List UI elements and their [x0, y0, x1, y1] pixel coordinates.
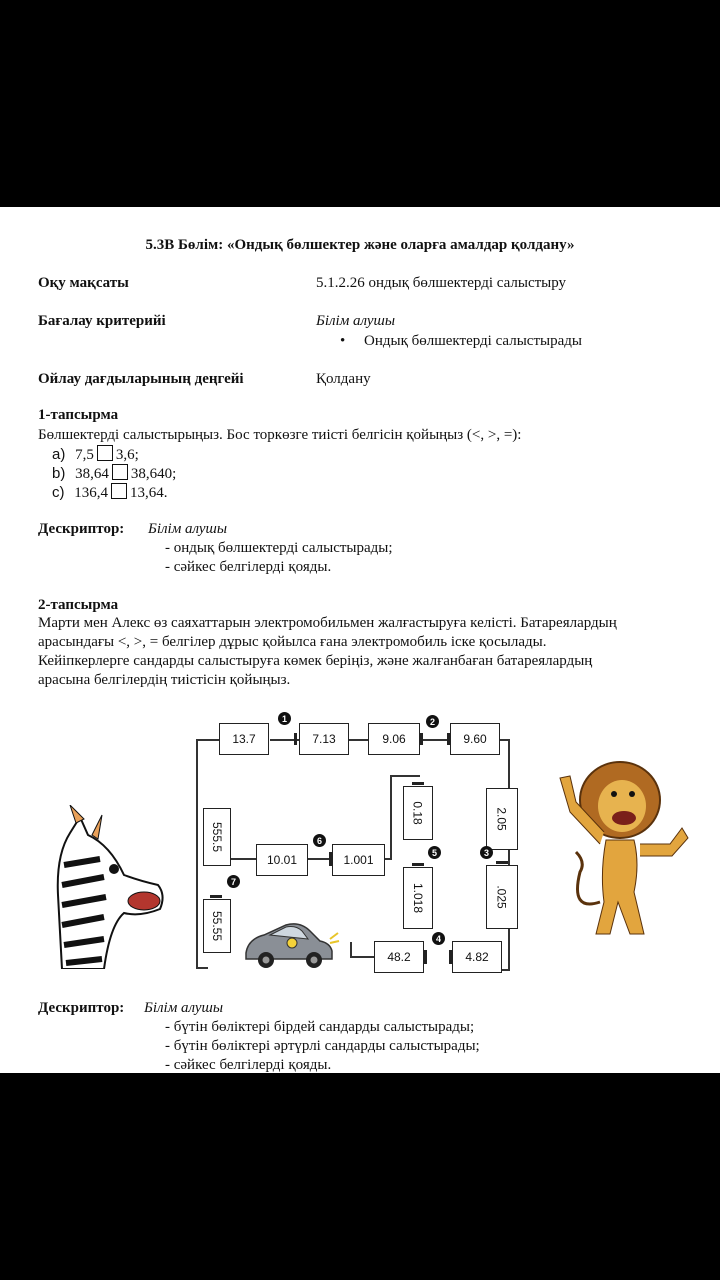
- task1-heading: 1-тапсырма: [38, 407, 119, 423]
- item-marker: a): [52, 446, 66, 463]
- answer-box[interactable]: [111, 483, 127, 499]
- battery-value: 7.13: [312, 732, 336, 746]
- marker-1: 1: [278, 712, 291, 725]
- task2-paragraph-line: арасына белгілердің тиістісін қойыңыз.: [38, 672, 291, 688]
- zebra-character-illustration: [40, 805, 170, 969]
- wire: [350, 956, 374, 958]
- task2-descriptor-intro: Білім алушы: [144, 1000, 224, 1016]
- criteria-label: Бағалау критерийі: [38, 313, 166, 329]
- marker-7: 7: [227, 875, 240, 888]
- item-right: 13,64.: [130, 485, 168, 501]
- wire: [350, 942, 352, 958]
- battery: [374, 941, 424, 973]
- wire: [390, 775, 420, 777]
- battery-terminal: [294, 733, 297, 745]
- page-title: 5.3В Бөлім: «Ондық бөлшектер және оларға амалдар қолдану»: [145, 237, 575, 253]
- goal-label: Оқу мақсаты: [38, 275, 129, 291]
- task2-descriptor-line: - бүтін бөліктері бірдей сандарды салыстырады;: [165, 1019, 475, 1035]
- battery-value: 1.001: [343, 853, 374, 867]
- battery-terminal: [412, 782, 424, 785]
- task1-descriptor-label: Дескриптор:: [38, 521, 125, 537]
- battery-value: 55.55: [210, 910, 224, 942]
- criteria-bullet: Ондық бөлшектерді салыстырады: [364, 333, 582, 349]
- battery: [203, 899, 231, 953]
- wire: [385, 858, 392, 860]
- battery-value: 48.2: [387, 950, 411, 964]
- battery: [450, 723, 500, 755]
- marker-3: 3: [480, 846, 493, 859]
- battery-value: 4.82: [465, 950, 489, 964]
- battery: [452, 941, 502, 973]
- wire: [508, 739, 510, 971]
- battery-terminal: [496, 861, 508, 864]
- battery: [219, 723, 269, 755]
- wire: [390, 775, 392, 859]
- battery-terminal: [420, 733, 423, 745]
- answer-box[interactable]: [97, 445, 113, 461]
- wire: [348, 739, 370, 741]
- task2-paragraph-line: арасындағы <, >, = белгілер дұрыс қойылса ғана электромобиль іске қосылады.: [38, 634, 547, 650]
- item-left: 38,64: [75, 466, 109, 482]
- task1-descriptor-intro: Білім алушы: [148, 521, 228, 537]
- battery-value: 10.01: [266, 853, 298, 867]
- battery: [486, 788, 518, 850]
- lion-character-illustration: [540, 752, 690, 940]
- level-value: Қолдану: [316, 371, 371, 387]
- marker-6: 6: [313, 834, 326, 847]
- battery: [486, 865, 518, 929]
- task2-heading: 2-тапсырма: [38, 597, 119, 613]
- battery: [203, 808, 231, 866]
- item-marker: b): [52, 465, 66, 482]
- battery-value: 1.018: [411, 882, 425, 914]
- battery-value: 9.60: [463, 732, 487, 746]
- task1-item-a: [52, 445, 139, 464]
- wire: [230, 858, 256, 860]
- wire: [196, 739, 198, 969]
- task1-item-c: [52, 483, 168, 502]
- battery: [368, 723, 420, 755]
- marker-4: 4: [432, 932, 445, 945]
- answer-box[interactable]: [112, 464, 128, 480]
- task2-paragraph-line: Кейіпкерлерге сандарды салыстыруға көмек беріңіз, және жалғанбаған батареялардың: [38, 653, 593, 669]
- battery: [256, 844, 308, 876]
- item-right: 38,640;: [130, 466, 177, 482]
- wire: [196, 739, 220, 741]
- wire: [420, 739, 448, 741]
- battery: [299, 723, 349, 755]
- battery-terminal: [412, 863, 424, 866]
- battery-value: 0.18: [410, 801, 425, 825]
- task2-descriptor-line: - бүтін бөліктері әртүрлі сандарды салыстырады;: [165, 1038, 480, 1054]
- item-right: 3,6;: [115, 447, 139, 463]
- task2-descriptor-label: Дескриптор:: [38, 1000, 125, 1016]
- battery: [403, 867, 433, 929]
- task1-descriptor-line: - ондық бөлшектерді салыстырады;: [165, 540, 393, 556]
- item-left: 136,4: [74, 485, 108, 501]
- battery-value: 2.05: [494, 807, 509, 831]
- wire: [196, 967, 208, 969]
- criteria-bullet-dot: •: [340, 333, 346, 349]
- task1-instruction: Бөлшектерді салыстырыңыз. Бос торкөзге тиісті белгісін қойыңыз (<, >, =):: [38, 427, 522, 443]
- task1-item-b: [52, 464, 176, 483]
- battery-value: 555.5: [210, 821, 224, 853]
- battery-value: 9.06: [382, 732, 406, 746]
- document-page: [0, 207, 720, 1073]
- goal-value: 5.1.2.26 ондық бөлшектерді салыстыру: [316, 275, 567, 291]
- marker-2: 2: [426, 715, 439, 728]
- battery-value: 13.7: [232, 732, 256, 746]
- item-left: 7,5: [75, 447, 94, 463]
- electric-car-illustration: [240, 917, 340, 973]
- marker-5: 5: [428, 846, 441, 859]
- level-label: Ойлау дағдыларының деңгейі: [38, 371, 244, 387]
- battery-terminal: [424, 950, 427, 964]
- task2-paragraph-line: Марти мен Алекс өз саяхаттарын электромобильмен жалғастыруға келісті. Батареялардың: [38, 615, 617, 631]
- item-marker: c): [52, 484, 65, 501]
- battery: [332, 844, 385, 876]
- battery-terminal: [210, 895, 222, 898]
- task2-descriptor-line: - сәйкес белгілерді қояды.: [165, 1057, 332, 1073]
- battery-value: .025: [494, 885, 509, 909]
- battery: [403, 786, 433, 840]
- criteria-intro: Білім алушы: [316, 313, 396, 329]
- task1-descriptor-line: - сәйкес белгілерді қояды.: [165, 559, 332, 575]
